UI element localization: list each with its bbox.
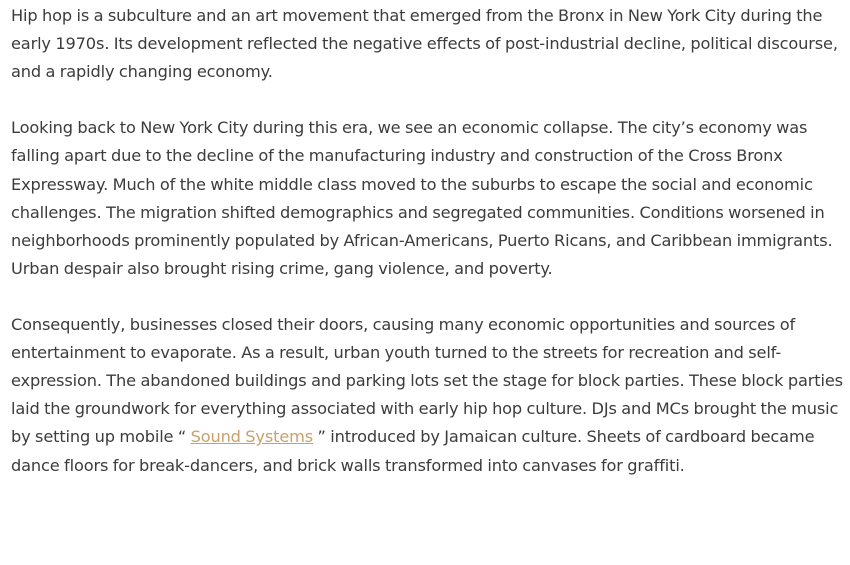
paragraph-economic-collapse: Looking back to New York City during this era, we see an economic collapse. The city’s economy was falling apart due to the decline of the manufacturing industry and construction of the Cross Bronx Expressway. Much of the white middle class moved to the suburbs to escape the social and economic challenges. The migration shifted demographics and segregated communities. Conditions worsened in neighborhoods prominently populated by African-Americans, Puerto Ricans, and Caribbean immigrants. Urban despair also brought rising crime, gang violence, and poverty. bbox=[11, 118, 833, 278]
paragraph-intro: Hip hop is a subculture and an art movement that emerged from the Bronx in New York City during the early 1970s. Its development reflected the negative effects of post-industrial decline, political discourse, and a rapidly changing economy. bbox=[11, 6, 838, 82]
sound-systems-link[interactable]: Sound Systems bbox=[190, 427, 314, 447]
article-body bbox=[11, 2, 849, 480]
paragraph-block-parties-text-before: Consequently, businesses closed their doors, causing many economic opportunities and sources of entertainment to evaporate. As a result, urban youth turned to the streets for recreation and self-expression. The abandoned buildings and parking lots set the stage for block parties. These block parties laid the groundwork for everything associated with early hip hop culture. DJs and MCs brought the music by setting up mobile “ bbox=[11, 315, 843, 447]
paragraph-block-parties-text-after: ” introduced by Jamaican culture. Sheets of cardboard became dance floors for break-dancers, and brick walls transformed into canvases for graffiti. bbox=[11, 427, 815, 475]
paragraph-block-parties bbox=[11, 311, 849, 480]
